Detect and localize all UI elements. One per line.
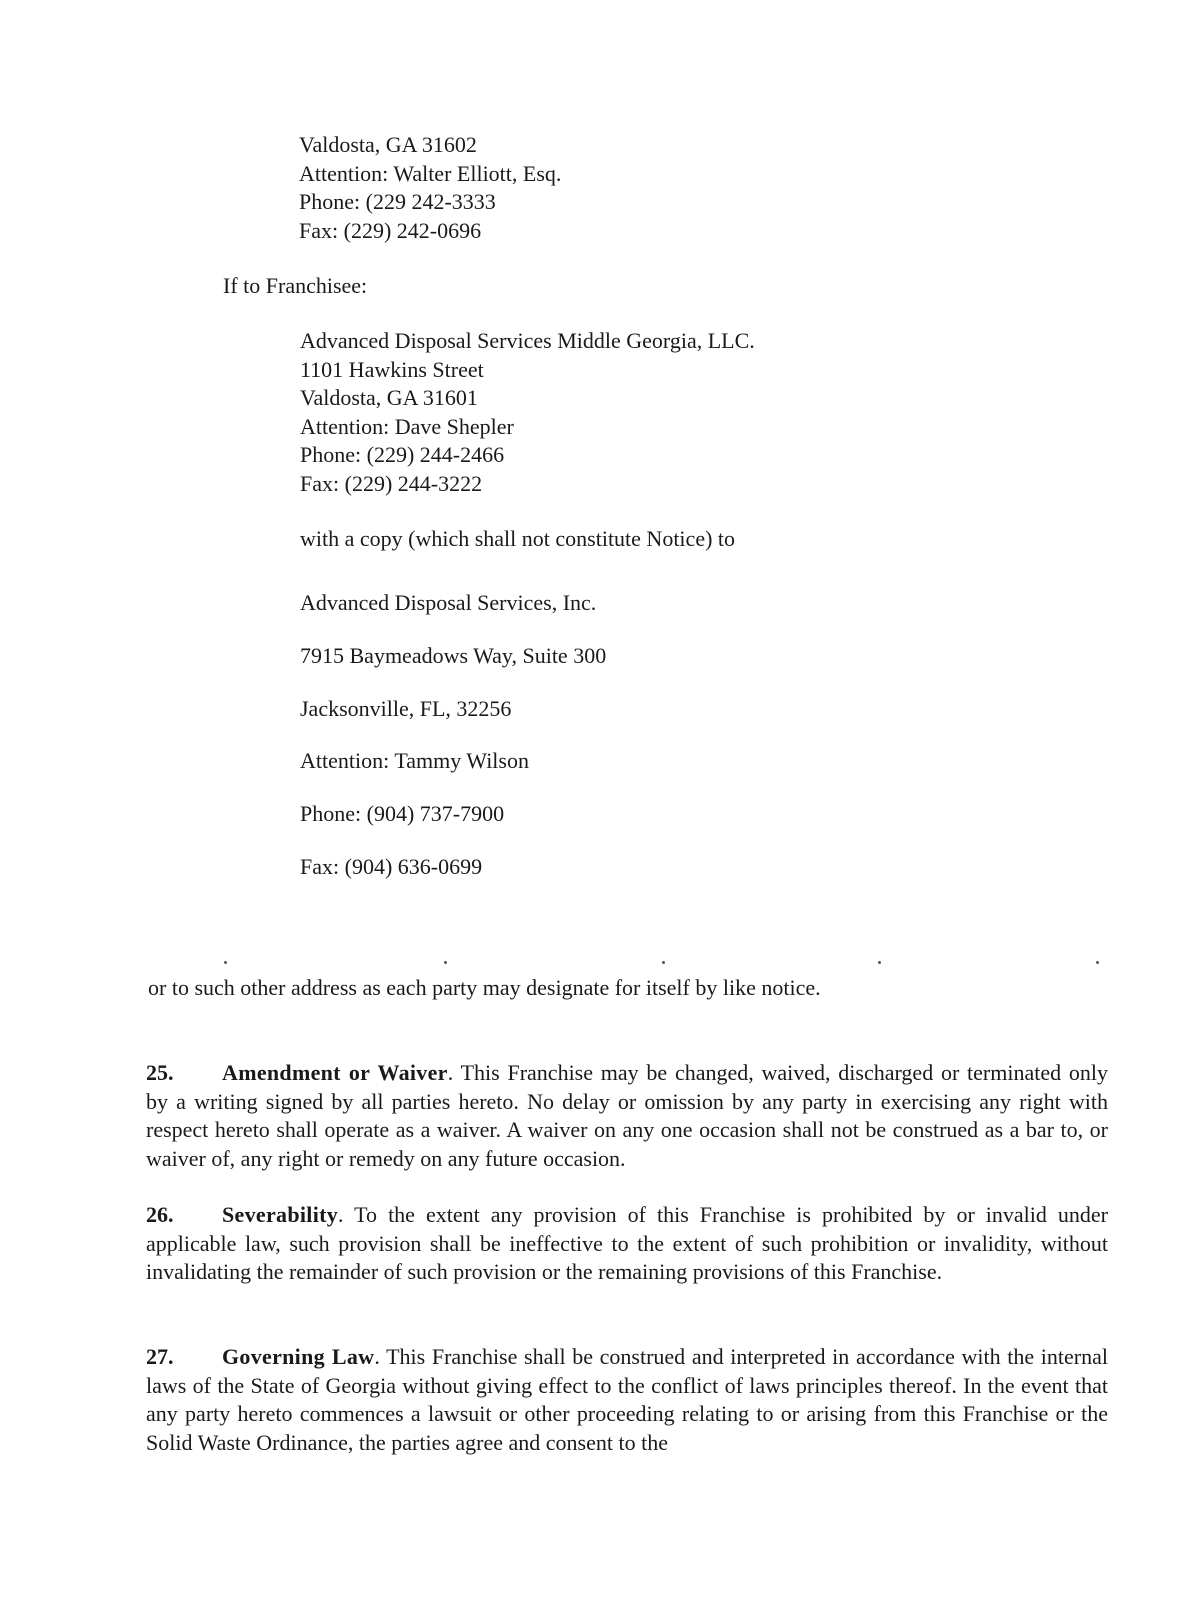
copy-phone: Phone: (904) 737-7900 xyxy=(300,801,505,827)
section-number: 25. xyxy=(146,1060,174,1085)
address-attention: Attention: Walter Elliott, Esq. xyxy=(299,160,562,186)
scan-speck xyxy=(662,961,665,964)
franchisee-company: Advanced Disposal Services Middle Georgia, LLC. xyxy=(300,328,755,353)
copy-company: Advanced Disposal Services, Inc. xyxy=(300,590,597,615)
scan-speck xyxy=(444,961,447,964)
scan-speck xyxy=(1096,961,1099,964)
scan-speck xyxy=(224,961,227,964)
section-number: 26. xyxy=(146,1202,174,1227)
franchisee-attention: Attention: Dave Shepler xyxy=(300,413,514,439)
franchisee-address-block xyxy=(300,327,755,498)
franchisee-label: If to Franchisee: xyxy=(223,273,368,298)
section-heading: Amendment or Waiver xyxy=(222,1060,448,1085)
copy-address-block xyxy=(300,577,606,894)
section-25 xyxy=(146,1059,1108,1173)
section-heading: Severability xyxy=(222,1202,339,1227)
recipient-address-block xyxy=(299,131,561,245)
franchisee-street: 1101 Hawkins Street xyxy=(300,356,484,382)
copy-street: 7915 Baymeadows Way, Suite 300 xyxy=(300,642,607,668)
copy-city: Jacksonville, FL, 32256 xyxy=(300,695,512,721)
address-line: Valdosta, GA 31602 xyxy=(299,132,477,157)
section-27 xyxy=(146,1343,1108,1457)
section-26 xyxy=(146,1201,1108,1287)
section-body: . To the extent any provision of this Franchise is prohibited by or invalid under applicable law, such provision shall be ineffective to the extent of such prohibition or invalidity, without invalidating the remainder of such provision or the remaining provisions of this Franchise. xyxy=(146,1202,1108,1285)
franchisee-phone: Phone: (229) 244-2466 xyxy=(300,442,505,467)
address-phone: Phone: (229 242-3333 xyxy=(299,189,496,214)
franchisee-city: Valdosta, GA 31601 xyxy=(300,385,478,410)
section-body: . This Franchise may be changed, waived, discharged or terminated only by a writing signed by all parties hereto. No delay or omission by any party in exercising any right with respect hereto shall operate as a waiver. A waiver on any one occasion shall not be construed as a bar to, or waiver of, any right or remedy on any future occasion. xyxy=(146,1060,1108,1171)
copy-note: with a copy (which shall not constitute Notice) to xyxy=(300,526,736,551)
section-heading: Governing Law xyxy=(222,1344,375,1369)
section-body: . This Franchise shall be construed and interpreted in accordance with the internal laws of the State of Georgia without giving effect to the conflict of laws principles thereof. In the event that any party hereto commences a lawsuit or other proceeding relating to or arising from this Franchise or the Solid Waste Ordinance, the parties agree and consent to the xyxy=(146,1344,1108,1455)
copy-fax: Fax: (904) 636-0699 xyxy=(300,853,483,879)
copy-attention: Attention: Tammy Wilson xyxy=(300,748,529,774)
address-fax: Fax: (229) 242-0696 xyxy=(299,217,482,243)
other-address-note: or to such other address as each party may designate for itself by like notice. xyxy=(148,975,821,1000)
section-number: 27. xyxy=(146,1344,174,1369)
scan-speck xyxy=(878,961,881,964)
franchisee-fax: Fax: (229) 244-3222 xyxy=(300,470,483,496)
